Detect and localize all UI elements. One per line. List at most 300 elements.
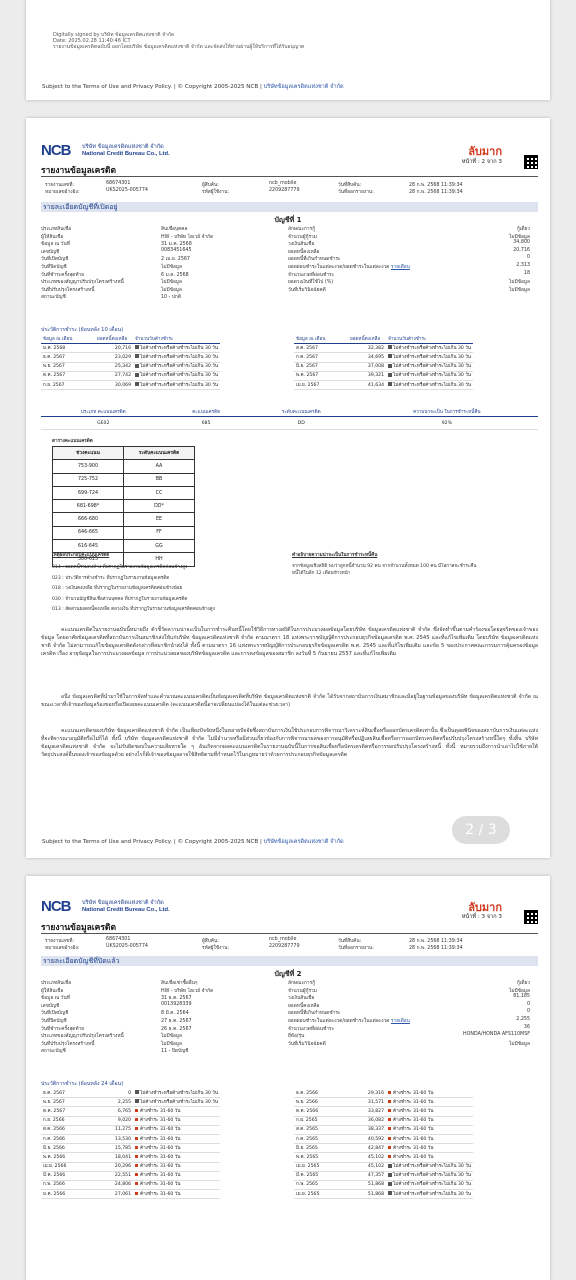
history-title: ประวัติการชำระ (ย้อนหลัง 10 เดือน) xyxy=(41,327,124,333)
member: ncb_mobile xyxy=(269,937,297,942)
signed-line: Digitally signed by บริษัท ข้อมูลเครดิตแห่งชาติ จำกัด xyxy=(53,32,175,38)
report-date: 28 ก.พ. 2568 11:39:34 xyxy=(409,190,463,195)
field-value: HONDA/HONDA AFS110MSF xyxy=(463,1032,530,1038)
month-cell: ก.ค. 2566 xyxy=(41,1134,95,1143)
field-label: ยอดหนี้คงเหลือ xyxy=(288,249,320,255)
month-cell: มิ.ย. 2566 xyxy=(41,1144,95,1153)
status-icon xyxy=(135,1164,138,1167)
balance-cell: 31,571 xyxy=(348,1098,386,1107)
status-cell xyxy=(386,1125,473,1134)
status-text: ไม่ค้างชำระหรือค้างชำระไม่เกิน 30 วัน xyxy=(140,1099,218,1105)
field-label: วันที่ปิดบัญชี xyxy=(41,1019,67,1024)
table-row xyxy=(41,344,220,353)
field-label: ยอดผ่อนชำระในแต่ละงวด/ยอดชำระในแต่ละงวด รายเดือน xyxy=(288,265,410,270)
section-header: รายละเอียดบัญชีที่เปิดอยู่ xyxy=(41,202,538,212)
status-text: ไม่ค้างชำระหรือค้างชำระไม่เกิน 30 วัน xyxy=(393,364,471,370)
grade-cell: CC xyxy=(124,486,195,499)
field-label: ประเภทสินเชื่อ xyxy=(41,227,72,232)
balance-cell: 20,296 xyxy=(95,1162,133,1171)
page-number: หน้าที่ : 3 จาก 3 xyxy=(461,914,502,920)
status-text: ค้างชำระ 31-60 วัน xyxy=(140,1164,181,1170)
balance-cell: 41,634 xyxy=(348,380,386,389)
signed-line: Date: 2025.02.28 11:40:46 ICT xyxy=(53,38,131,44)
report-title: รายงานข้อมูลเครดิต xyxy=(41,923,116,933)
header-divider xyxy=(41,176,538,177)
history-table-left xyxy=(41,335,220,390)
balance-cell: 18,041 xyxy=(95,1153,133,1162)
table-row xyxy=(294,371,473,380)
field-label: วันที่เริ่มวินิจฉัยคดี xyxy=(288,287,326,293)
footer-link[interactable]: บริษัทข้อมูลเครดิตแห่งชาติ จำกัด xyxy=(263,839,344,845)
month-cell: เม.ย. 2567 xyxy=(294,380,348,389)
status-text: ค้างชำระ 31-60 วัน xyxy=(140,1108,181,1114)
header-divider xyxy=(41,933,538,934)
month-cell: ม.ค. 2566 xyxy=(41,1190,95,1199)
status-icon xyxy=(135,1109,138,1112)
status-cell xyxy=(386,1162,473,1171)
month-cell: ก.ค. 2567 xyxy=(294,353,348,362)
status-icon xyxy=(388,1146,391,1149)
grade-cell: HH xyxy=(124,553,195,566)
field-label: วันที่ปิดบัญชี xyxy=(41,265,67,270)
field-value: 31 ม.ค. 2568 xyxy=(161,242,192,248)
status-cell xyxy=(133,1089,220,1098)
score-range-cell: 699-724 xyxy=(53,486,124,499)
status-text: ไม่ค้างชำระหรือค้างชำระไม่เกิน 30 วัน xyxy=(140,345,218,351)
month-cell: มิ.ย. 2567 xyxy=(294,362,348,371)
field-label: เลขบัญชี xyxy=(41,249,60,255)
probability-title: คำอธิบายความน่าจะเป็นในการชำระหนี้คืน xyxy=(292,553,378,558)
status-cell xyxy=(133,1171,220,1180)
field-value: 34,800 xyxy=(513,240,530,246)
signed-line: รายงานข้อมูลเครดิตฉบับนี้ ออกโดยบริษัท ข้อมูลเครดิตแห่งชาติ จำกัด และจัดส่งให้ท่านผ่านผู้ให้บริการที่ได้รับอนุญาต xyxy=(53,44,305,50)
signature-block xyxy=(53,32,304,50)
page-3 xyxy=(26,876,550,1280)
table-row xyxy=(41,1107,220,1116)
balance-cell: 47,357 xyxy=(348,1171,386,1180)
brand-name-th: บริษัท ข้อมูลเครดิตแห่งชาติ จำกัด xyxy=(82,900,164,906)
field-value: ไม่มีข้อมูล xyxy=(161,1034,182,1040)
status-text: ไม่ค้างชำระหรือค้างชำระไม่เกิน 30 วัน xyxy=(393,1173,471,1179)
month-cell: ส.ค. 2567 xyxy=(294,344,348,353)
month-cell: ก.พ. 2566 xyxy=(41,1180,95,1189)
status-cell xyxy=(133,1190,220,1199)
field-label: วันที่ปรับปรุงโครงสร้างหนี้ xyxy=(41,1041,95,1047)
status-icon xyxy=(135,1182,138,1185)
status-icon xyxy=(388,364,392,368)
field-label: ลักษณะการกู้ xyxy=(288,227,316,232)
report-no-label: รายงานเลขที่: xyxy=(45,939,75,944)
status-cell xyxy=(386,1134,473,1143)
field-label: ข้อมูล ณ วันที่ xyxy=(41,242,70,248)
user-id: 2209287779 xyxy=(269,188,300,193)
balance-cell: 27,061 xyxy=(95,1190,133,1199)
table-row xyxy=(41,1125,220,1134)
field-label: วงเงินสินเชื่อ xyxy=(288,996,315,1002)
factors-title: เหตุผลประกอบคะแนนเครดิต xyxy=(52,553,110,558)
history-header-cell: ยอดหนี้คงเหลือ xyxy=(95,335,133,344)
status-text: ค้างชำระ 31-60 วัน xyxy=(393,1154,434,1160)
brand-name-en: National Credit Bureau Co., Ltd. xyxy=(82,151,170,157)
status-icon xyxy=(135,345,139,349)
table-row xyxy=(294,1125,473,1134)
field-value: 81,185 xyxy=(513,994,530,1000)
status-icon xyxy=(388,345,392,349)
table-row xyxy=(41,1116,220,1125)
table-row xyxy=(294,1153,473,1162)
balance-cell: 23,029 xyxy=(95,353,133,362)
status-cell xyxy=(386,344,473,353)
month-cell: มิ.ย. 2565 xyxy=(294,1144,348,1153)
status-text: ค้างชำระ 31-60 วัน xyxy=(140,1182,181,1188)
history-header-cell: จำนวนวันค้างชำระ xyxy=(133,335,220,344)
field-label: วันที่เปิดบัญชี xyxy=(41,1011,69,1017)
table-row xyxy=(294,1134,473,1143)
field-label: ยอดหนี้ที่เกินกำหนดชำระ xyxy=(288,257,341,263)
status-text: ไม่ค้างชำระหรือค้างชำระไม่เกิน 30 วัน xyxy=(393,354,471,360)
grade-cell: BB xyxy=(124,473,195,486)
enquiry-date-label: วันที่สืบค้น: xyxy=(338,183,362,188)
field-label: ยอดผ่อนชำระในแต่ละงวด/ยอดชำระในแต่ละงวด รายเดือน xyxy=(288,1019,410,1024)
table-row xyxy=(53,540,195,553)
status-cell xyxy=(386,1180,473,1189)
user-label: รหัสผู้ใช้งาน: xyxy=(202,946,230,951)
field-value: 31 ธ.ค. 2567 xyxy=(161,996,192,1002)
status-text: ไม่ค้างชำระหรือค้างชำระไม่เกิน 30 วัน xyxy=(140,373,218,379)
table-row xyxy=(41,1134,220,1143)
status-text: ค้างชำระ 31-60 วัน xyxy=(393,1118,434,1124)
status-cell xyxy=(133,1098,220,1107)
field-label: ประเภทของสัญญาปรับปรุงโครงสร้างหนี้ xyxy=(41,1034,124,1040)
report-no-label: รายงานเลขที่: xyxy=(45,183,75,188)
confidential-label: ลับมาก xyxy=(468,901,502,914)
ref-label: หมายเลขอ้างอิง: xyxy=(45,190,80,195)
status-text: ค้างชำระ 31-60 วัน xyxy=(140,1136,181,1142)
month-cell: ส.ค. 2565 xyxy=(294,1125,348,1134)
field-value: 8 มี.ค. 2564 xyxy=(161,1011,189,1017)
table-row xyxy=(294,1144,473,1153)
history-table-right xyxy=(294,335,473,390)
field-value: 0083451645 xyxy=(161,247,192,253)
history-table-right xyxy=(294,1089,473,1199)
factor-item: 014 : ยอดหนี้รวมคงค้าง ที่ปรากฏในรายงานข้อมูลเครดิตค่อนข้างสูง xyxy=(52,565,188,570)
month-cell: พ.ย. 2567 xyxy=(41,1098,95,1107)
disclaimer-paragraph: คะแนนเครดิตของบริษัท ข้อมูลเครดิตแห่งชาติ จำกัด เป็นเพียงปัจจัยหนึ่งในหลายปัจจัยซึ่งสถาบันการเงินใช้ประกอบการพิจารณาวิเคราะห์สินเชื่อหรือออกบัตรเครดิตเท่านั้น ซึ่งเป็นดุลยพินิจของสถาบันการเงินแต่ละแห่งที่จะพิจารณาอนุมัติหรือไม่ก็ได้ ทั้งนี้ บริษัท ข้อมูลเครดิตแห่งชาติ จำกัด ไม่มีอำนาจหรือมีส่วนเกี่ยวข้องกับการพิจารณาผลของการอนุมัติหรือปฏิเสธสินเชื่อหรือการออกบัตรเครดิตหรือปรับปรุงโครงสร้างหนี้ใดๆ ทั้งสิ้น บริษัท ข้อมูลเครดิตแห่งชาติ จำกัด จะไม่รับผิดชอบในความเสียหายใด ๆ อันเกิดจากผลคะแนนเครดิตในรายงานฉบับนี้ในการขอสินเชื่อหรือบัตรเครดิตหรือการขอปรับปรุงโครงสร้างหนี้ ทั้งนี้ หมายรวมถึงการนำเอาไปใช้ภายใต้วัตถุประสงค์อื่นของเจ้าของข้อมูลด้วย อย่างไรก็ดีเจ้าของข้อมูลอาจใช้สิทธิตามที่กำหนดไว้ในกฎหมายว่าด้วยการประกอบธุรกิจข้อมูลเครดิต xyxy=(41,728,538,758)
month-cell: เม.ย. 2566 xyxy=(41,1162,95,1171)
field-label: ยอดวงเงินที่ใช้ไป (%) xyxy=(288,280,334,286)
table-row xyxy=(53,460,195,473)
month-cell: มี.ค. 2566 xyxy=(41,1171,95,1180)
field-value: 2 เม.ย. 2567 xyxy=(161,257,190,263)
table-row xyxy=(294,1162,473,1171)
status-icon xyxy=(388,1127,391,1130)
status-cell xyxy=(386,380,473,389)
table-row xyxy=(41,362,220,371)
member-label: ผู้สืบค้น: xyxy=(202,939,219,944)
enquiry-date: 28 ก.พ. 2568 11:39:34 xyxy=(409,939,463,944)
balance-cell: 45,102 xyxy=(348,1162,386,1171)
balance-cell: 34,695 xyxy=(348,353,386,362)
balance-cell: 38,337 xyxy=(348,1125,386,1134)
field-label: วันที่ปรับปรุงโครงสร้างหนี้ xyxy=(41,287,95,293)
status-cell xyxy=(386,1107,473,1116)
grade-header-cell: ช่วงคะแนน xyxy=(53,447,124,460)
field-label: วันที่เริ่มวินิจฉัยคดี xyxy=(288,1041,326,1047)
status-icon xyxy=(135,1118,138,1121)
field-label: ผู้ให้สินเชื่อ xyxy=(41,988,64,994)
status-cell xyxy=(386,353,473,362)
balance-cell: 42,847 xyxy=(348,1144,386,1153)
page-footer xyxy=(42,83,344,91)
status-text: ค้างชำระ 31-60 วัน xyxy=(393,1136,434,1142)
page-watermark: 2 / 3 xyxy=(452,816,510,844)
field-label: วันที่ชำระครั้งสุดท้าย xyxy=(41,1026,85,1032)
status-icon xyxy=(135,1173,138,1176)
field-value: 0 xyxy=(526,1001,530,1007)
table-row xyxy=(294,1089,473,1098)
score-table xyxy=(41,408,538,430)
table-row xyxy=(41,1190,220,1199)
table-row xyxy=(41,1153,220,1162)
month-cell: มี.ค. 2565 xyxy=(294,1171,348,1180)
balance-cell: 25,342 xyxy=(95,362,133,371)
field-value: 2,313 xyxy=(516,263,530,268)
field-value: 10 - ปกติ xyxy=(161,295,181,301)
field-label: ยอดหนี้ที่เกินกำหนดชำระ xyxy=(288,1011,341,1017)
field-label: ยี่ห้อ/รุ่น xyxy=(288,1034,305,1040)
month-cell: ธ.ค. 2567 xyxy=(41,353,95,362)
status-text: ไม่ค้างชำระหรือค้างชำระไม่เกิน 30 วัน xyxy=(140,364,218,370)
status-cell xyxy=(133,380,220,389)
field-label: วันที่เปิดบัญชี xyxy=(41,257,69,263)
history-header-cell: ยอดหนี้คงเหลือ xyxy=(348,335,386,344)
status-text: ค้างชำระ 31-60 วัน xyxy=(140,1173,181,1179)
page-number: หน้าที่ : 2 จาก 3 xyxy=(461,159,502,165)
table-row xyxy=(41,1162,220,1171)
status-text: ไม่ค้างชำระหรือค้างชำระไม่เกิน 30 วัน xyxy=(140,1090,218,1096)
user-id: 2209287779 xyxy=(269,944,300,949)
status-text: ค้างชำระ 31-60 วัน xyxy=(393,1090,434,1096)
status-cell xyxy=(133,1162,220,1171)
month-cell: ก.ค. 2565 xyxy=(294,1134,348,1143)
field-label: วันที่ชำระครั้งสุดท้าย xyxy=(41,272,85,278)
field-value: ไม่มีข้อมูล xyxy=(509,280,530,286)
enquiry-date-label: วันที่สืบค้น: xyxy=(338,939,362,944)
table-row xyxy=(294,1171,473,1180)
table-row xyxy=(294,1190,473,1199)
history-header-cell: จำนวนวันค้างชำระ xyxy=(386,335,473,344)
user-label: รหัสผู้ใช้งาน: xyxy=(202,190,230,195)
field-value: 2,255 xyxy=(516,1017,530,1022)
status-cell xyxy=(386,1089,473,1098)
member-label: ผู้สืบค้น: xyxy=(202,183,219,188)
status-icon xyxy=(388,382,392,386)
balance-cell: 11,275 xyxy=(95,1125,133,1134)
probability-header: ความน่าจะเป็น ในการชำระหนี้คืน xyxy=(356,408,538,417)
field-value: 36 xyxy=(523,1024,530,1030)
status-text: ไม่ค้างชำระหรือค้างชำระไม่เกิน 30 วัน xyxy=(140,354,218,360)
field-value: ไม่มีข้อมูล xyxy=(509,234,530,240)
balance-cell: 37,008 xyxy=(348,362,386,371)
field-value: ไม่มีข้อมูล xyxy=(161,287,182,293)
balance-cell: 13,530 xyxy=(95,1134,133,1143)
report-title: รายงานข้อมูลเครดิต xyxy=(41,166,116,176)
status-icon xyxy=(388,1118,391,1121)
field-value: 26 ธ.ค. 2567 xyxy=(161,1026,192,1032)
table-row xyxy=(53,486,195,499)
qr-code-icon xyxy=(524,910,538,924)
status-icon xyxy=(388,1155,391,1158)
installment-link[interactable]: รายเดือน xyxy=(390,265,410,270)
page-1-tail xyxy=(26,0,550,100)
balance-cell: 51,868 xyxy=(348,1190,386,1199)
table-row xyxy=(41,1180,220,1189)
probability-value: 92% xyxy=(356,417,538,430)
status-text: ไม่ค้างชำระหรือค้างชำระไม่เกิน 30 วัน xyxy=(393,373,471,379)
month-cell: พ.ค. 2566 xyxy=(41,1153,95,1162)
status-icon xyxy=(135,354,139,358)
table-row xyxy=(41,353,220,362)
status-icon xyxy=(388,373,392,377)
status-cell xyxy=(386,371,473,380)
status-icon xyxy=(135,1192,138,1195)
grade-cell: DD* xyxy=(124,500,195,513)
table-row xyxy=(294,1116,473,1125)
status-cell xyxy=(386,1098,473,1107)
page-footer xyxy=(42,838,344,846)
status-icon xyxy=(388,1173,392,1177)
status-icon xyxy=(135,1155,138,1158)
balance-cell: 15,785 xyxy=(95,1144,133,1153)
field-value: ไม่มีข้อมูล xyxy=(509,988,530,994)
balance-cell: 51,868 xyxy=(348,1180,386,1189)
balance-cell: 22,551 xyxy=(95,1171,133,1180)
status-text: ไม่ค้างชำระหรือค้างชำระไม่เกิน 30 วัน xyxy=(393,1191,471,1197)
month-cell: ต.ค. 2566 xyxy=(294,1107,348,1116)
month-cell: ก.ย. 2566 xyxy=(41,1116,95,1125)
status-text: ค้างชำระ 31-60 วัน xyxy=(140,1191,181,1197)
field-value: 20,716 xyxy=(513,247,530,253)
status-cell xyxy=(386,1144,473,1153)
score-value: 685 xyxy=(165,417,246,430)
factor-item: 030 : จำนวนบัญชีสินเชื่อส่วนบุคคล ที่ปรากฏในรายงานข้อมูลเครดิต xyxy=(52,596,188,602)
history-header-row xyxy=(294,335,473,344)
ref-label: หมายเลขอ้างอิง: xyxy=(45,946,80,951)
table-row xyxy=(294,1180,473,1189)
score-range-cell: 666-680 xyxy=(53,513,124,526)
field-label: ผู้ให้สินเชื่อ xyxy=(41,234,64,240)
month-cell: ม.ค. 2568 xyxy=(41,344,95,353)
status-cell xyxy=(386,1171,473,1180)
status-cell xyxy=(386,1190,473,1199)
balance-cell: 6,765 xyxy=(95,1107,133,1116)
grade-table xyxy=(52,446,195,567)
member: ncb_mobile xyxy=(269,181,297,186)
account-title: บัญชีที่ 1 xyxy=(274,216,302,224)
month-cell: พ.ย. 2566 xyxy=(294,1098,348,1107)
footer-text: Subject to the Terms of Use and Privacy Policy. | © Copyright 2005-2025 NCB | xyxy=(42,839,262,845)
status-icon xyxy=(135,364,139,368)
status-cell xyxy=(133,1134,220,1143)
report-date: 28 ก.พ. 2568 11:39:34 xyxy=(409,946,463,951)
balance-cell: 9,020 xyxy=(95,1116,133,1125)
grade-cell: AA xyxy=(124,460,195,473)
status-text: ค้างชำระ 31-60 วัน xyxy=(393,1145,434,1151)
month-cell: ส.ค. 2566 xyxy=(41,1125,95,1134)
score-header: คะแนนเครดิต xyxy=(165,408,246,417)
brand-name-en: National Credit Bureau Co., Ltd. xyxy=(82,907,170,913)
month-cell: เม.ย. 2565 xyxy=(294,1162,348,1171)
status-icon xyxy=(135,1127,138,1130)
field-label: ประเภทสินเชื่อ xyxy=(41,981,72,986)
balance-cell: 33,827 xyxy=(348,1107,386,1116)
grade-header: ระดับคะแนนเครดิต xyxy=(247,408,356,417)
status-text: ไม่ค้างชำระหรือค้างชำระไม่เกิน 30 วัน xyxy=(393,1182,471,1188)
report-no: 68674301 xyxy=(106,181,131,186)
installment-link[interactable]: รายเดือน xyxy=(390,1019,410,1024)
score-range-cell: 681-698* xyxy=(53,500,124,513)
status-cell xyxy=(133,362,220,371)
month-cell: พ.ย. 2567 xyxy=(41,362,95,371)
status-cell xyxy=(386,362,473,371)
confidential-label: ลับมาก xyxy=(468,145,502,158)
report-no: 68674301 xyxy=(106,937,131,942)
field-value: HW - บริษัท ไฮเวย์ จำกัด xyxy=(161,988,214,994)
qr-code-icon xyxy=(524,155,538,169)
disclaimer-paragraph: คะแนนเครดิตในรายงานฉบับนี้หมายถึง ตัวชี้วัดความน่าจะเป็นในการชำระคืนหนี้โดยใช้วิธีการทางสถิติในการประมวลผลข้อมูลโดยบริษัท ข้อมูลเครดิตแห่งชาติ จำกัด ซึ่งจัดทำขึ้นตามคำร้องขอโดยสุจริตของเจ้าของข้อมูล โดยอาศัยข้อมูลเครดิตที่สถาบันการเงินสมาชิกส่งให้แก่บริษัท ข้อมูลเครดิตแห่งชาติ จำกัด ตามมาตรา 18 แห่งพระราชบัญญัติการประกอบธุรกิจข้อมูลเครดิต พ.ศ. 2545 และที่แก้ไขเพิ่มเติม โดยบริษัท ข้อมูลเครดิตแห่งชาติ จำกัด ไม่สามารถแก้ไขข้อมูลเครดิตดังกล่าวที่สมาชิกนำส่งได้ ทั้งนี้ ตามมาตรา 16 แห่งพระราชบัญญัติการประกอบธุรกิจข้อมูลเครดิต พ.ศ. 2545 และที่แก้ไขเพิ่มเติม และข้อ 5 ของประกาศคณะกรรมการคุ้มครองข้อมูลเครดิต เรื่อง อายุข้อมูลในการประมวลผลข้อมูล การประมวลผลของบริษัทข้อมูลเครดิต และการคงข้อมูลของสมาชิก ลงวันที่ 5 กันยายน 2557 และที่แก้ไขเพิ่มเติม xyxy=(41,627,538,657)
table-row xyxy=(53,500,195,513)
table-row xyxy=(53,526,195,539)
balance-cell: 2,255 xyxy=(95,1098,133,1107)
month-cell: พ.ค. 2567 xyxy=(294,371,348,380)
field-value: ไม่มีข้อมูล xyxy=(509,1041,530,1047)
status-icon xyxy=(135,373,139,377)
month-cell: เม.ย. 2565 xyxy=(294,1190,348,1199)
status-icon xyxy=(388,1091,391,1094)
field-value: 6 ม.ค. 2568 xyxy=(161,272,189,278)
status-icon xyxy=(135,1146,138,1149)
balance-cell: 24,806 xyxy=(95,1180,133,1189)
table-row xyxy=(41,1089,220,1098)
status-cell xyxy=(133,1180,220,1189)
status-text: ไม่ค้างชำระหรือค้างชำระไม่เกิน 30 วัน xyxy=(393,382,471,388)
status-text: ค้างชำระ 31-60 วัน xyxy=(140,1154,181,1160)
score-type-header: ประเภท คะแนนเครดิต xyxy=(41,408,165,417)
table-row xyxy=(53,473,195,486)
field-label: จำนวนงวดที่ผ่อนชำระ xyxy=(288,1026,335,1032)
field-label: จำนวนผู้กู้ร่วม xyxy=(288,988,317,994)
field-value: 11 - ปิดบัญชี xyxy=(161,1049,189,1055)
field-value: ไม่มีข้อมูล xyxy=(161,265,182,270)
score-range-cell: 616-645 xyxy=(53,540,124,553)
table-row xyxy=(41,371,220,380)
balance-cell: 40,592 xyxy=(348,1134,386,1143)
factor-item: 018 : วงเงินคงเหลือ ที่ปรากฏในรายงานข้อมูลเครดิตค่อนข้างน้อย xyxy=(52,586,183,591)
status-text: ค้างชำระ 31-60 วัน xyxy=(393,1108,434,1114)
field-value: 0 xyxy=(526,1009,530,1015)
month-cell: ธ.ค. 2567 xyxy=(41,1089,95,1098)
month-cell: ก.ย. 2567 xyxy=(41,380,95,389)
history-title: ประวัติการชำระ (ย้อนหลัง 24 เดือน) xyxy=(41,1081,124,1087)
status-icon xyxy=(388,1164,392,1168)
footer-link[interactable]: บริษัทข้อมูลเครดิตแห่งชาติ จำกัด xyxy=(263,84,344,90)
field-value: 0013928339 xyxy=(161,1001,192,1007)
balance-cell: 30,069 xyxy=(95,380,133,389)
grade-header-row xyxy=(53,447,195,460)
status-icon xyxy=(388,1100,391,1103)
table-row xyxy=(294,1098,473,1107)
balance-cell: 36,082 xyxy=(348,1116,386,1125)
